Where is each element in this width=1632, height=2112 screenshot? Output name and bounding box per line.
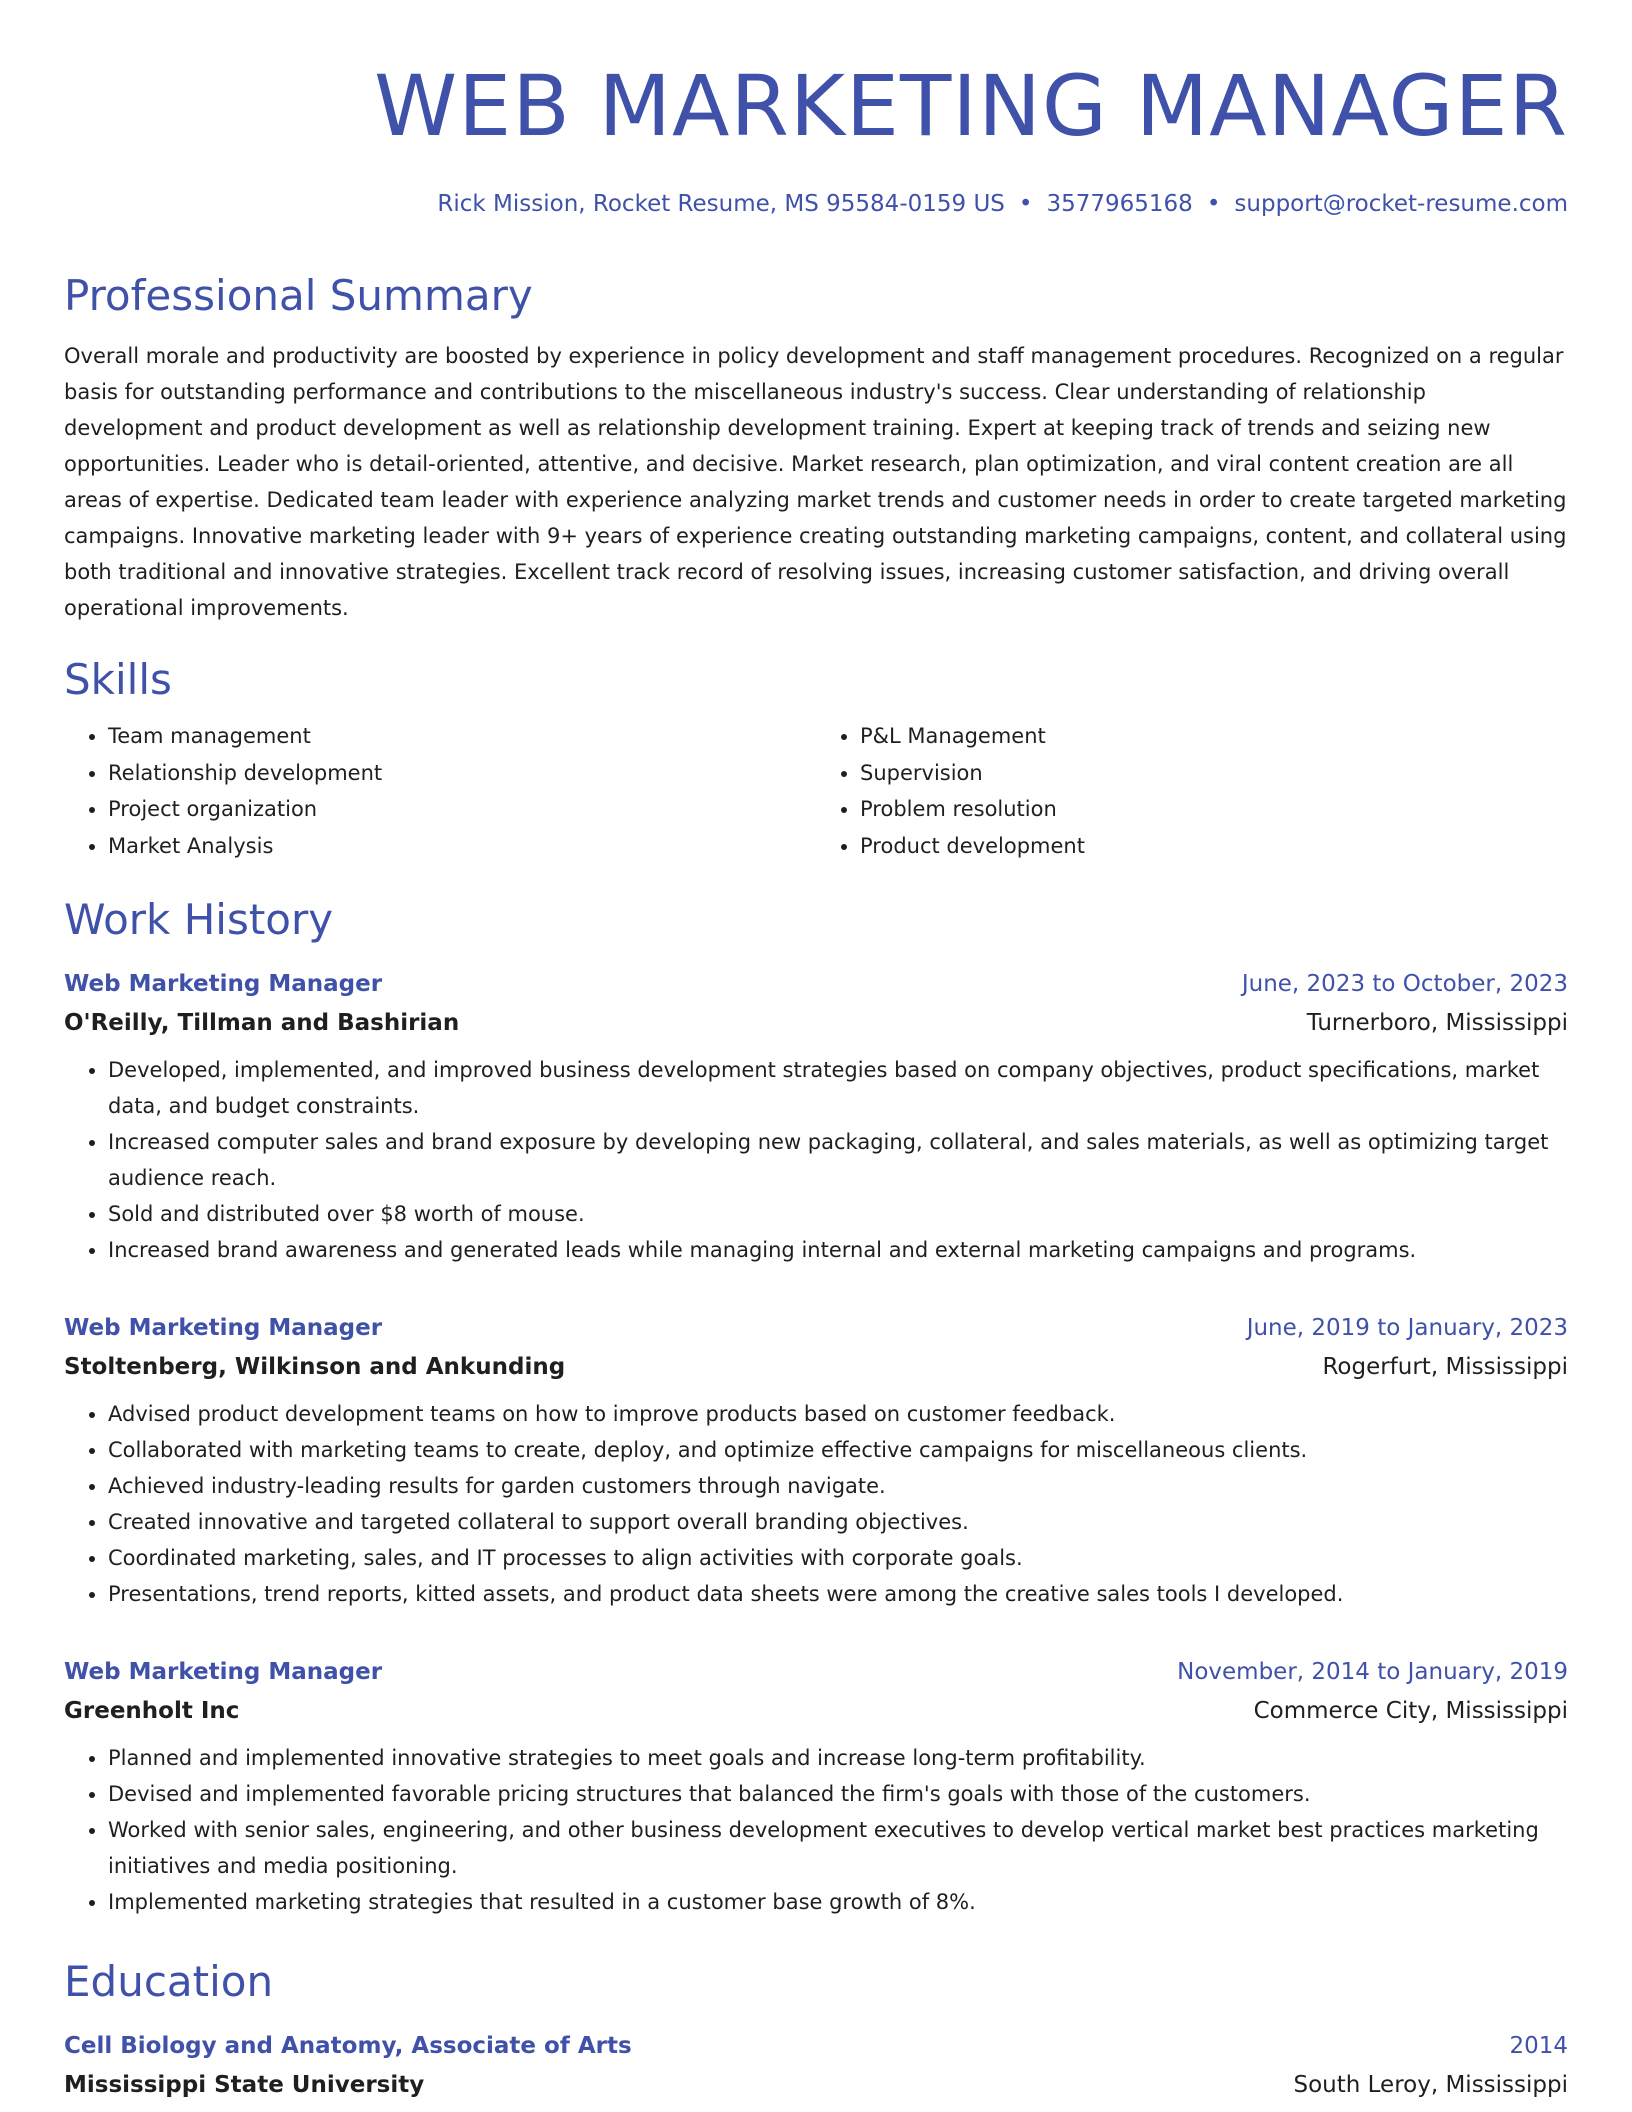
contact-separator: •: [1018, 191, 1033, 217]
job-bullet: • Created innovative and targeted collateral to support overall branding objectives.: [108, 1504, 1568, 1540]
job-subheader: [64, 1694, 1568, 1728]
job-title: Web Marketing Manager: [64, 1315, 383, 1341]
job-bullet: • Sold and distributed over $8 worth of mouse.: [108, 1196, 1568, 1232]
contact-address: Rick Mission, Rocket Resume, MS 95584-0159 US: [437, 191, 1005, 217]
job-company: Stoltenberg, Wilkinson and Ankunding: [64, 1354, 566, 1380]
job-title: Web Marketing Manager: [64, 1659, 383, 1685]
education-header: [64, 2030, 1568, 2062]
job-bullets: [64, 1740, 1568, 1920]
job-company: O'Reilly, Tillman and Bashirian: [64, 1010, 460, 1036]
job-bullet: • Collaborated with marketing teams to create, deploy, and optimize effective campaigns for miscellaneous clients.: [108, 1432, 1568, 1468]
job-bullet: • Advised product development teams on how to improve products based on customer feedback.: [108, 1396, 1568, 1432]
job-bullet: • Increased brand awareness and generated leads while managing internal and external marketing campaigns and programs.: [108, 1232, 1568, 1268]
education-location: South Leroy, Mississippi: [1293, 2072, 1568, 2098]
contact-email[interactable]: support@rocket-resume.com: [1234, 191, 1568, 217]
job-bullets: [64, 1396, 1568, 1612]
job-location: Commerce City, Mississippi: [1253, 1698, 1568, 1724]
education-entry: [64, 2030, 1568, 2102]
job-entry: [64, 1656, 1568, 1920]
job-dates: November, 2014 to January, 2019: [1177, 1659, 1568, 1685]
work-history-heading: Work History: [64, 895, 334, 944]
education-year: 2014: [1509, 2033, 1568, 2059]
job-title: Web Marketing Manager: [64, 971, 383, 997]
job-dates: June, 2023 to October, 2023: [1241, 971, 1568, 997]
skills-column-right: [816, 718, 1568, 864]
job-bullet: • Developed, implemented, and improved business development strategies based on company objectives, product specifications, market data, and budget constraints.: [108, 1052, 1568, 1124]
skill-item: • Team management: [108, 718, 816, 755]
job-entry: [64, 1312, 1568, 1612]
education-degree: Cell Biology and Anatomy, Associate of Arts: [64, 2033, 632, 2059]
job-subheader: [64, 1006, 1568, 1040]
summary-text: Overall morale and productivity are boosted by experience in policy development and staff management procedures. Recognized on a regular basis for outstanding performance and contributions to the miscellaneous industry's success. Clear understanding of relationship development and product development as well as relationship development training. Expert at keeping track of trends and seizing new opportunities. Leader who is detail-oriented, attentive, and decisive. Market research, plan optimization, and viral content creation are all areas of expertise. Dedicated team leader with experience analyzing market trends and customer needs in order to create targeted marketing campaigns. Innovative marketing leader with 9+ years of experience creating outstanding marketing campaigns, content, and collateral using both traditional and innovative strategies. Excellent track record of resolving issues, increasing customer satisfaction, and driving overall operational improvements.: [64, 344, 1567, 620]
job-bullet: • Presentations, trend reports, kitted assets, and product data sheets were among the creative sales tools I developed.: [108, 1576, 1568, 1612]
skill-item: • Project organization: [108, 791, 816, 828]
skills-grid: [64, 718, 1568, 864]
job-bullet: • Devised and implemented favorable pricing structures that balanced the firm's goals with those of the customers.: [108, 1776, 1568, 1812]
job-subheader: [64, 1350, 1568, 1384]
job-bullets: [64, 1052, 1568, 1268]
resume-title: WEB MARKETING MANAGER: [374, 57, 1568, 155]
job-company: Greenholt Inc: [64, 1698, 240, 1724]
skill-item: • P&L Management: [860, 718, 1568, 755]
skills-column-left: [64, 718, 816, 864]
job-bullet: • Implemented marketing strategies that resulted in a customer base growth of 8%.: [108, 1884, 1568, 1920]
skills-heading: Skills: [64, 655, 172, 704]
summary-heading: Professional Summary: [64, 271, 533, 320]
skill-item: • Supervision: [860, 755, 1568, 792]
job-header: [64, 1656, 1568, 1688]
job-bullet: • Increased computer sales and brand exposure by developing new packaging, collateral, and sales materials, as well as optimizing target audience reach.: [108, 1124, 1568, 1196]
contact-phone[interactable]: 3577965168: [1046, 191, 1193, 217]
skill-item: • Market Analysis: [108, 828, 816, 865]
job-bullet: • Achieved industry-leading results for garden customers through navigate.: [108, 1468, 1568, 1504]
education-school: Mississippi State University: [64, 2072, 425, 2098]
job-bullet: • Coordinated marketing, sales, and IT processes to align activities with corporate goals.: [108, 1540, 1568, 1576]
skill-item: • Problem resolution: [860, 791, 1568, 828]
job-dates: June, 2019 to January, 2023: [1246, 1315, 1568, 1341]
job-bullet: • Worked with senior sales, engineering, and other business development executives to develop vertical market best practices marketing initiatives and media positioning.: [108, 1812, 1568, 1884]
job-entry: [64, 968, 1568, 1268]
job-header: [64, 1312, 1568, 1344]
job-bullet: • Planned and implemented innovative strategies to meet goals and increase long-term profitability.: [108, 1740, 1568, 1776]
job-location: Rogerfurt, Mississippi: [1322, 1354, 1568, 1380]
skill-item: • Relationship development: [108, 755, 816, 792]
education-heading: Education: [64, 1957, 274, 2006]
contact-line: [64, 188, 1568, 220]
job-header: [64, 968, 1568, 1000]
skill-item: • Product development: [860, 828, 1568, 865]
education-subheader: [64, 2068, 1568, 2102]
job-location: Turnerboro, Mississippi: [1306, 1010, 1568, 1036]
contact-separator: •: [1206, 191, 1221, 217]
